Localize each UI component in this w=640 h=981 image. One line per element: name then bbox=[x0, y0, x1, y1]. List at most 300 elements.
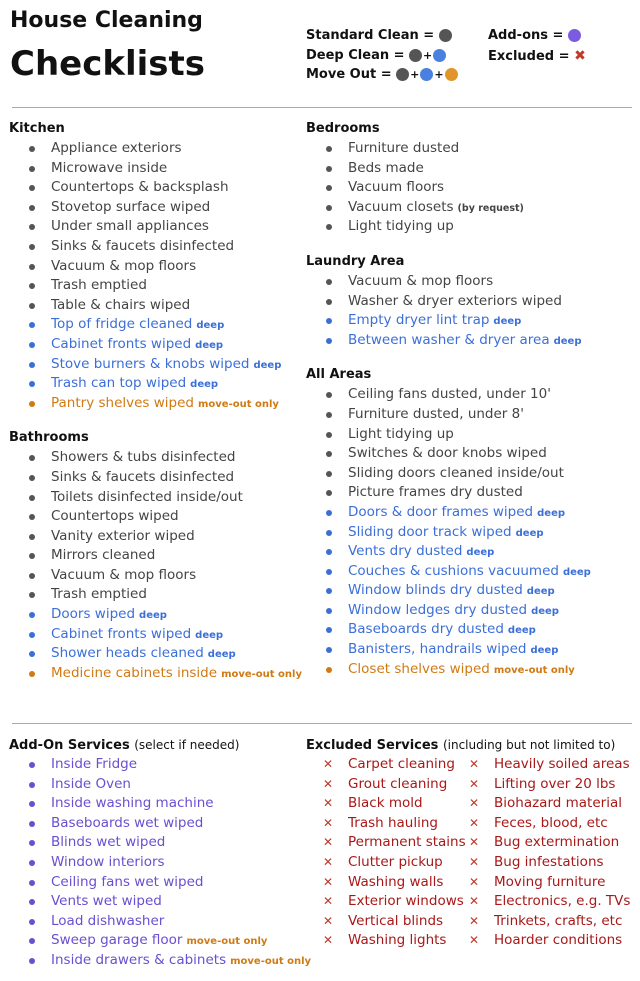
legend-addons-label: Add-ons = bbox=[488, 28, 564, 43]
item-label: Sinks & faucets disinfected bbox=[51, 468, 235, 485]
standard-bullet-icon bbox=[29, 303, 35, 309]
list-item bbox=[9, 507, 299, 527]
moveout-dot-icon bbox=[445, 68, 458, 81]
standard-bullet-icon bbox=[29, 534, 35, 540]
item-label: Sliding door track wiped bbox=[348, 523, 512, 540]
list-item bbox=[9, 585, 299, 605]
item-label: Mirrors cleaned bbox=[51, 547, 156, 564]
item-label: Exterior windows bbox=[348, 893, 464, 910]
excluded-title-text: Excluded Services bbox=[306, 738, 439, 753]
standard-bullet-icon bbox=[29, 185, 35, 191]
addon-bullet-icon bbox=[29, 899, 35, 905]
item-label: Moving furniture bbox=[494, 873, 606, 890]
list-item bbox=[306, 405, 636, 425]
item-label: Window ledges dry dusted bbox=[348, 601, 528, 618]
item-tag: move-out only bbox=[221, 668, 302, 680]
excluded-item bbox=[306, 853, 466, 873]
divider-top bbox=[12, 107, 632, 108]
item-label: Vacuum & mop floors bbox=[51, 257, 197, 274]
standard-bullet-icon bbox=[326, 205, 332, 211]
list-item bbox=[306, 272, 636, 292]
addon-item bbox=[9, 833, 304, 853]
list-item bbox=[9, 198, 299, 218]
item-label: Vacuum & mop floors bbox=[51, 566, 197, 583]
x-mark-icon: ✕ bbox=[323, 815, 334, 830]
excluded-item bbox=[452, 775, 630, 795]
deep-bullet-icon bbox=[326, 569, 332, 575]
standard-bullet-icon bbox=[29, 244, 35, 250]
list-item bbox=[9, 315, 299, 335]
excluded-item bbox=[306, 892, 466, 912]
excluded-item bbox=[452, 853, 630, 873]
addon-bullet-icon bbox=[29, 782, 35, 788]
list-item bbox=[306, 503, 636, 523]
deep-dot-icon bbox=[433, 49, 446, 62]
list-item bbox=[9, 546, 299, 566]
item-label: Showers & tubs disinfected bbox=[51, 449, 236, 466]
addon-item bbox=[9, 892, 304, 912]
plus-sign: + bbox=[434, 68, 444, 81]
x-mark-icon: ✕ bbox=[469, 854, 480, 869]
standard-bullet-icon bbox=[29, 514, 35, 520]
x-mark-icon: ✕ bbox=[323, 894, 334, 909]
addons-title bbox=[9, 735, 304, 755]
item-tag: deep bbox=[562, 566, 591, 578]
x-mark-icon: ✕ bbox=[469, 933, 480, 948]
item-tag: deep bbox=[493, 316, 522, 328]
item-tag: deep bbox=[190, 379, 219, 391]
item-label: Sinks & faucets disinfected bbox=[51, 237, 235, 254]
item-label: Top of fridge cleaned bbox=[51, 316, 193, 333]
item-label: Blinds wet wiped bbox=[51, 834, 166, 851]
right-column bbox=[306, 119, 636, 679]
item-label: Trash hauling bbox=[348, 814, 438, 831]
addon-item bbox=[9, 794, 304, 814]
excluded-title bbox=[306, 735, 636, 755]
excluded-x-icon: ✖ bbox=[574, 48, 586, 64]
title-line-2: Checklists bbox=[10, 44, 206, 84]
item-label: Permanent stains bbox=[348, 834, 466, 851]
excluded-item bbox=[452, 794, 630, 814]
item-label: Vents dry dusted bbox=[348, 543, 463, 560]
standard-bullet-icon bbox=[326, 471, 332, 477]
list-item bbox=[306, 425, 636, 445]
bedrooms-list bbox=[306, 139, 636, 237]
addon-bullet-icon bbox=[29, 821, 35, 827]
x-mark-icon: ✕ bbox=[323, 913, 334, 928]
list-item bbox=[9, 217, 299, 237]
list-item bbox=[9, 139, 299, 159]
item-tag: deep bbox=[530, 645, 559, 657]
item-label: Furniture dusted, under 8' bbox=[348, 405, 524, 422]
list-item bbox=[9, 296, 299, 316]
list-item bbox=[9, 374, 299, 394]
deep-bullet-icon bbox=[29, 362, 35, 368]
list-item bbox=[306, 483, 636, 503]
excluded-item bbox=[452, 912, 630, 932]
item-label: Empty dryer lint trap bbox=[348, 312, 490, 329]
item-label: Stovetop surface wiped bbox=[51, 198, 211, 215]
standard-bullet-icon bbox=[326, 490, 332, 496]
item-label: Doors & door frames wiped bbox=[348, 503, 534, 520]
item-label: Toilets disinfected inside/out bbox=[51, 488, 243, 505]
x-mark-icon: ✕ bbox=[469, 757, 480, 771]
item-label: Heavily soiled areas bbox=[494, 756, 630, 772]
item-label: Couches & cushions vacuumed bbox=[348, 562, 559, 579]
x-mark-icon: ✕ bbox=[469, 796, 480, 811]
title-line-1: House Cleaning bbox=[10, 8, 203, 33]
excluded-item bbox=[306, 794, 466, 814]
item-label: Vertical blinds bbox=[348, 912, 444, 929]
item-label: Biohazard material bbox=[494, 795, 622, 812]
item-label: Ceiling fans dusted, under 10' bbox=[348, 386, 551, 403]
item-tag: move-out only bbox=[230, 955, 312, 967]
item-tag: deep bbox=[531, 605, 559, 617]
legend-standard-label: Standard Clean = bbox=[306, 28, 435, 43]
excluded-item bbox=[306, 931, 466, 951]
addon-item bbox=[9, 912, 304, 932]
list-item bbox=[9, 355, 299, 375]
item-label: Grout cleaning bbox=[348, 775, 448, 792]
item-label: Furniture dusted bbox=[348, 140, 460, 156]
item-label: Vacuum floors bbox=[348, 179, 445, 196]
standard-dot-icon bbox=[396, 68, 409, 81]
item-label: Vacuum & mop floors bbox=[348, 272, 494, 289]
list-item bbox=[306, 562, 636, 582]
list-item bbox=[306, 139, 636, 159]
item-label: Table & chairs wiped bbox=[51, 296, 191, 313]
standard-bullet-icon bbox=[29, 495, 35, 501]
excluded-item bbox=[306, 814, 466, 834]
item-tag: deep bbox=[196, 320, 225, 332]
item-label: Pantry shelves wiped bbox=[51, 394, 194, 411]
standard-bullet-icon bbox=[29, 166, 35, 172]
excluded-item bbox=[306, 912, 466, 932]
item-label: Between washer & dryer area bbox=[348, 331, 550, 348]
list-item bbox=[306, 444, 636, 464]
list-item bbox=[306, 331, 636, 351]
item-label: Hoarder conditions bbox=[494, 932, 623, 949]
addon-bullet-icon bbox=[29, 860, 35, 866]
all-areas-list bbox=[306, 385, 636, 679]
moveout-bullet-icon bbox=[326, 667, 332, 673]
list-item bbox=[9, 468, 299, 488]
item-label: Banisters, handrails wiped bbox=[348, 641, 527, 658]
item-label: Lifting over 20 lbs bbox=[494, 775, 616, 792]
item-label: Under small appliances bbox=[51, 218, 209, 235]
x-mark-icon: ✕ bbox=[323, 796, 334, 811]
deep-bullet-icon bbox=[29, 342, 35, 348]
standard-bullet-icon bbox=[326, 279, 332, 285]
item-label: Window interiors bbox=[51, 853, 165, 870]
item-label: Washer & dryer exteriors wiped bbox=[348, 292, 562, 309]
moveout-bullet-icon bbox=[29, 671, 35, 677]
standard-bullet-icon bbox=[29, 592, 35, 598]
item-label: Inside Oven bbox=[51, 775, 131, 792]
item-label: Stove burners & knobs wiped bbox=[51, 355, 250, 372]
x-mark-icon: ✕ bbox=[469, 913, 480, 928]
deep-bullet-icon bbox=[29, 612, 35, 618]
item-label: Picture frames dry dusted bbox=[348, 484, 523, 501]
standard-bullet-icon bbox=[29, 573, 35, 579]
bedrooms-title: Bedrooms bbox=[306, 121, 380, 136]
list-item bbox=[306, 311, 636, 331]
excluded-item bbox=[452, 873, 630, 893]
standard-bullet-icon bbox=[326, 224, 332, 230]
excluded-item bbox=[306, 775, 466, 795]
deep-bullet-icon bbox=[29, 632, 35, 638]
list-item bbox=[306, 581, 636, 601]
item-label: Feces, blood, etc bbox=[494, 814, 608, 831]
laundry-title: Laundry Area bbox=[306, 253, 405, 269]
deep-bullet-icon bbox=[326, 588, 332, 594]
excluded-item bbox=[306, 755, 466, 775]
standard-bullet-icon bbox=[29, 205, 35, 211]
item-tag: move-out only bbox=[493, 664, 575, 676]
item-label: Washing lights bbox=[348, 932, 447, 949]
laundry-list bbox=[306, 272, 636, 350]
item-label: Electronics, e.g. TVs bbox=[494, 893, 631, 910]
legend-standard bbox=[306, 28, 452, 43]
addon-item bbox=[9, 755, 304, 775]
x-mark-icon: ✕ bbox=[323, 854, 334, 869]
x-mark-icon: ✕ bbox=[323, 776, 334, 791]
deep-bullet-icon bbox=[326, 608, 332, 614]
item-label: Clutter pickup bbox=[348, 853, 443, 870]
item-label: Trinkets, crafts, etc bbox=[494, 912, 623, 929]
list-item bbox=[9, 664, 302, 684]
item-label: Trash can top wiped bbox=[51, 375, 187, 392]
item-label: Vents wet wiped bbox=[51, 893, 162, 910]
standard-bullet-icon bbox=[29, 475, 35, 481]
item-label: Countertops & backsplash bbox=[51, 179, 229, 196]
standard-bullet-icon bbox=[326, 166, 332, 172]
item-label: Window blinds dry dusted bbox=[348, 582, 523, 599]
item-label: Microwave inside bbox=[51, 159, 168, 176]
item-tag: deep bbox=[207, 649, 236, 661]
list-item bbox=[306, 523, 636, 543]
item-label: Beds made bbox=[348, 159, 424, 176]
legend-deep bbox=[306, 48, 446, 63]
item-label: Inside Fridge bbox=[51, 756, 138, 772]
standard-bullet-icon bbox=[326, 146, 332, 152]
list-item bbox=[306, 198, 636, 218]
all-areas-title: All Areas bbox=[306, 367, 372, 383]
item-tag: deep bbox=[253, 359, 282, 371]
item-label: Appliance exteriors bbox=[51, 140, 182, 156]
addons-subtitle: (select if needed) bbox=[134, 738, 240, 752]
item-label: Doors wiped bbox=[51, 606, 136, 623]
addon-bullet-icon bbox=[29, 938, 35, 944]
deep-bullet-icon bbox=[29, 322, 35, 328]
x-mark-icon: ✕ bbox=[469, 835, 480, 850]
legend-moveout bbox=[306, 67, 458, 82]
deep-bullet-icon bbox=[326, 549, 332, 555]
standard-bullet-icon bbox=[326, 392, 332, 398]
addon-bullet-icon bbox=[29, 840, 35, 846]
addon-item bbox=[9, 873, 304, 893]
addon-bullet-icon bbox=[29, 958, 35, 964]
addon-item bbox=[9, 814, 304, 834]
item-label: Load dishwasher bbox=[51, 912, 165, 929]
list-item bbox=[306, 385, 636, 405]
list-item bbox=[306, 178, 636, 198]
legend-excluded-label: Excluded = bbox=[488, 48, 570, 64]
item-label: Washing walls bbox=[348, 873, 444, 890]
legend-excluded bbox=[488, 48, 586, 64]
item-tag: move-out only bbox=[198, 398, 279, 410]
list-item bbox=[9, 566, 299, 586]
item-label: Cabinet fronts wiped bbox=[51, 335, 192, 352]
excluded-section bbox=[306, 735, 636, 955]
deep-bullet-icon bbox=[326, 647, 332, 653]
x-mark-icon: ✕ bbox=[323, 874, 334, 889]
item-tag: deep bbox=[553, 335, 582, 347]
list-item bbox=[9, 335, 299, 355]
standard-bullet-icon bbox=[326, 299, 332, 305]
standard-bullet-icon bbox=[29, 553, 35, 559]
addon-bullet-icon bbox=[29, 880, 35, 886]
standard-bullet-icon bbox=[29, 455, 35, 461]
list-item bbox=[306, 620, 636, 640]
list-item bbox=[306, 601, 636, 621]
addon-item bbox=[9, 853, 304, 873]
list-item bbox=[9, 237, 299, 257]
item-label: Carpet cleaning bbox=[348, 756, 455, 772]
list-item bbox=[306, 660, 636, 680]
list-item bbox=[9, 276, 299, 296]
item-tag: deep bbox=[515, 527, 544, 539]
deep-bullet-icon bbox=[326, 338, 332, 344]
x-mark-icon: ✕ bbox=[469, 894, 480, 909]
item-label: Shower heads cleaned bbox=[51, 645, 204, 662]
item-label: Bug infestations bbox=[494, 853, 604, 870]
plus-sign: + bbox=[423, 49, 433, 62]
standard-dot-icon bbox=[409, 49, 422, 62]
addon-item bbox=[9, 931, 304, 951]
deep-bullet-icon bbox=[326, 530, 332, 536]
deep-bullet-icon bbox=[29, 381, 35, 387]
item-label: Baseboards dry dusted bbox=[348, 621, 504, 638]
plus-sign: + bbox=[410, 68, 420, 81]
legend-addons bbox=[488, 28, 581, 43]
x-mark-icon: ✕ bbox=[469, 776, 480, 791]
excluded-item bbox=[452, 892, 630, 912]
item-tag: deep bbox=[195, 339, 224, 351]
standard-bullet-icon bbox=[326, 451, 332, 457]
bathrooms-list bbox=[9, 448, 302, 683]
addon-item bbox=[9, 951, 312, 971]
item-note: (by request) bbox=[457, 202, 524, 214]
item-tag: deep bbox=[507, 625, 536, 637]
deep-bullet-icon bbox=[326, 510, 332, 516]
excluded-subtitle: (including but not limited to) bbox=[442, 738, 616, 752]
addon-bullet-icon bbox=[29, 919, 35, 925]
item-label: Countertops wiped bbox=[51, 508, 179, 525]
item-label: Inside washing machine bbox=[51, 795, 214, 812]
excluded-list-1 bbox=[306, 755, 466, 951]
excluded-item bbox=[452, 931, 630, 951]
standard-bullet-icon bbox=[29, 264, 35, 270]
deep-bullet-icon bbox=[326, 627, 332, 633]
left-column bbox=[9, 119, 302, 683]
addons-section bbox=[9, 735, 312, 971]
legend-deep-label: Deep Clean = bbox=[306, 48, 405, 63]
list-item bbox=[9, 257, 299, 277]
moveout-bullet-icon bbox=[29, 401, 35, 407]
list-item bbox=[306, 464, 636, 484]
x-mark-icon: ✕ bbox=[469, 874, 480, 889]
item-tag: deep bbox=[537, 507, 566, 519]
addon-dot-icon bbox=[568, 29, 581, 42]
item-label: Switches & door knobs wiped bbox=[348, 445, 547, 462]
kitchen-list bbox=[9, 139, 299, 413]
item-label: Light tidying up bbox=[348, 218, 454, 235]
item-tag: deep bbox=[195, 629, 224, 641]
standard-dot-icon bbox=[439, 29, 452, 42]
excluded-item bbox=[452, 814, 630, 834]
excluded-item bbox=[452, 833, 630, 853]
list-item bbox=[9, 488, 299, 508]
kitchen-title: Kitchen bbox=[9, 121, 65, 136]
x-mark-icon: ✕ bbox=[323, 835, 334, 850]
list-item bbox=[306, 542, 636, 562]
excluded-item bbox=[306, 833, 466, 853]
standard-bullet-icon bbox=[29, 146, 35, 152]
list-item bbox=[9, 178, 299, 198]
x-mark-icon: ✕ bbox=[323, 757, 334, 771]
legend-moveout-label: Move Out = bbox=[306, 67, 392, 82]
item-label: Sweep garage floor bbox=[51, 932, 183, 949]
divider-bottom bbox=[12, 723, 632, 724]
standard-bullet-icon bbox=[326, 432, 332, 438]
item-label: Light tidying up bbox=[348, 425, 454, 442]
excluded-item bbox=[306, 873, 466, 893]
list-item bbox=[9, 394, 299, 414]
list-item bbox=[306, 640, 636, 660]
deep-bullet-icon bbox=[29, 651, 35, 657]
item-label: Trash emptied bbox=[51, 586, 147, 603]
deep-bullet-icon bbox=[326, 318, 332, 324]
excluded-item bbox=[452, 755, 630, 775]
deep-dot-icon bbox=[420, 68, 433, 81]
item-label: Closet shelves wiped bbox=[348, 660, 490, 677]
standard-bullet-icon bbox=[29, 283, 35, 289]
addon-item bbox=[9, 775, 304, 795]
addons-title-text: Add-On Services bbox=[9, 738, 130, 753]
addon-bullet-icon bbox=[29, 801, 35, 807]
standard-bullet-icon bbox=[326, 185, 332, 191]
standard-bullet-icon bbox=[29, 224, 35, 230]
x-mark-icon: ✕ bbox=[469, 815, 480, 830]
bathrooms-title: Bathrooms bbox=[9, 430, 89, 446]
list-item bbox=[306, 159, 636, 179]
list-item bbox=[306, 292, 636, 312]
item-label: Bug extermination bbox=[494, 834, 620, 851]
addon-bullet-icon bbox=[29, 762, 35, 768]
list-item bbox=[9, 644, 299, 664]
item-label: Cabinet fronts wiped bbox=[51, 625, 192, 642]
list-item bbox=[9, 448, 299, 468]
x-mark-icon: ✕ bbox=[323, 933, 334, 948]
list-item bbox=[9, 625, 299, 645]
excluded-list-2 bbox=[452, 755, 630, 951]
item-label: Medicine cabinets inside bbox=[51, 664, 218, 681]
item-tag: deep bbox=[139, 610, 167, 622]
addons-list bbox=[9, 755, 312, 971]
list-item bbox=[306, 217, 636, 237]
item-label: Trash emptied bbox=[51, 277, 147, 294]
